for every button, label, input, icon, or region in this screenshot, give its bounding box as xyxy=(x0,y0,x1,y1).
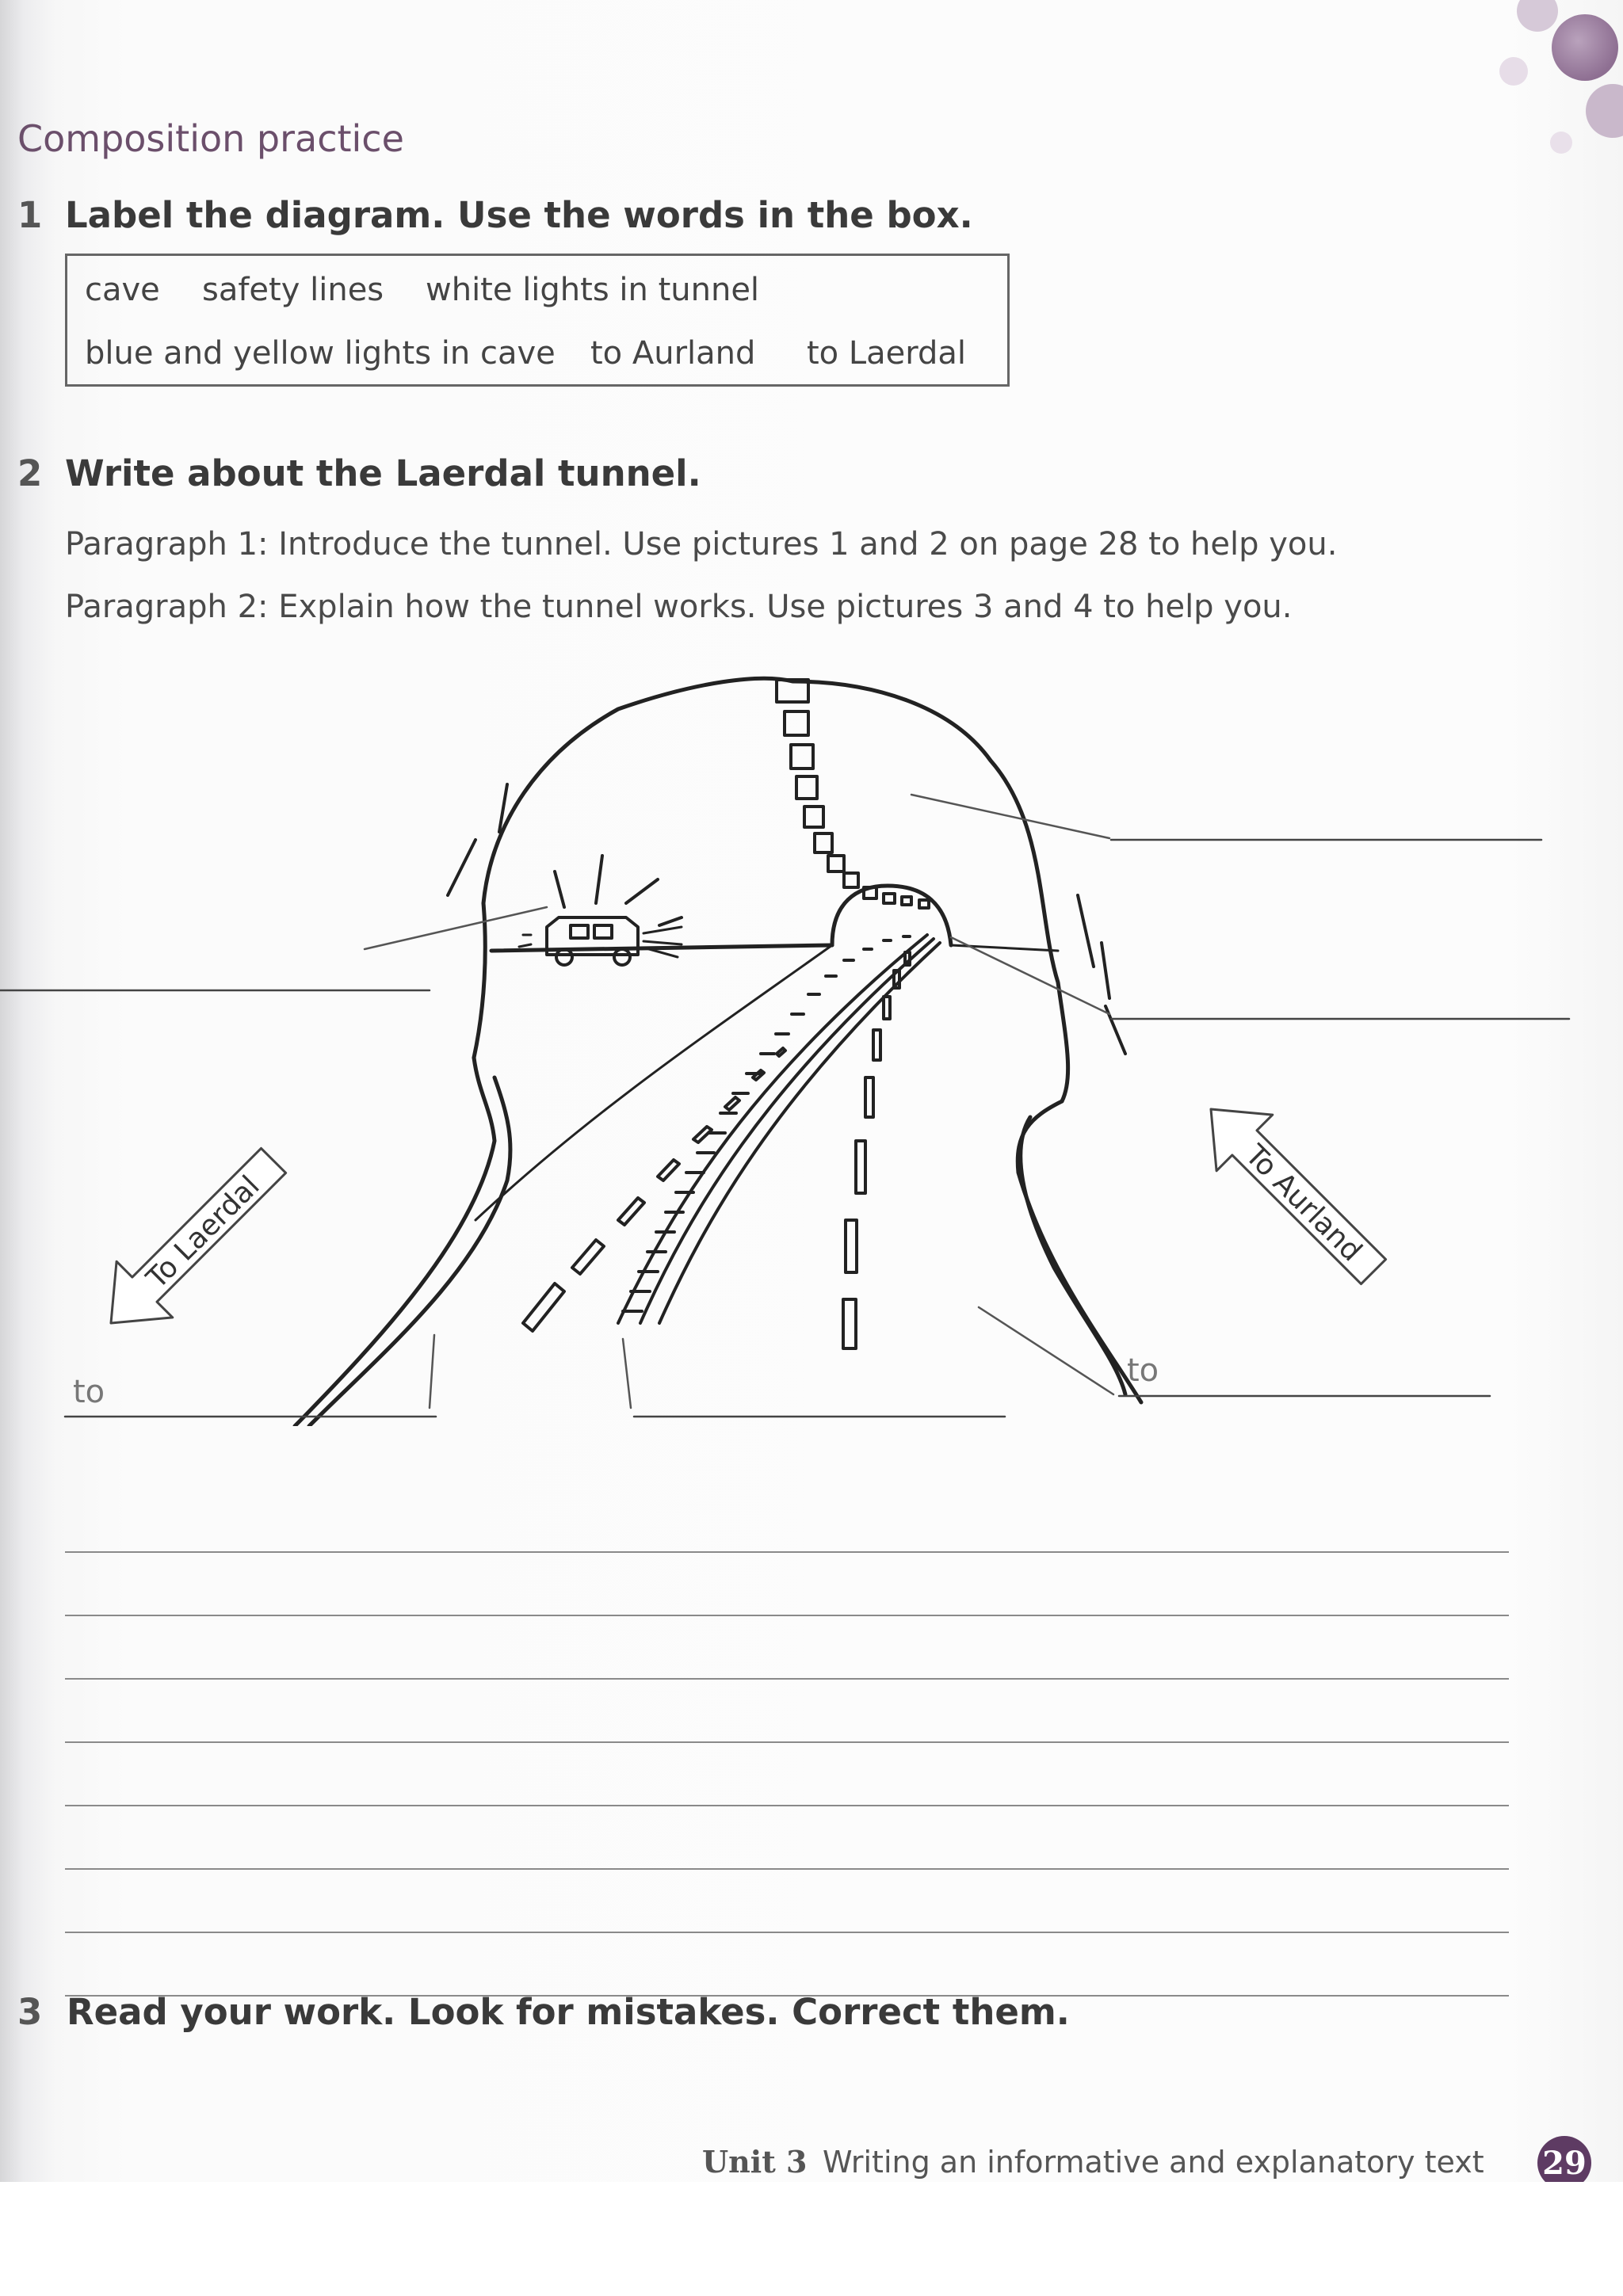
word-safety-lines: safety lines xyxy=(202,272,384,308)
question-3-instruction: Read your work. Look for mistakes. Correct them. xyxy=(67,1991,1070,2033)
safety-lines xyxy=(618,935,940,1323)
page-number-badge: 29 xyxy=(1537,2136,1591,2182)
sign-to-aurland xyxy=(1183,1081,1402,1300)
word-to-laerdal: to Laerdal xyxy=(807,335,967,372)
sign-to-laerdal-label: To Laerdal xyxy=(140,1169,266,1295)
footer-title: Writing an informative and explanatory text xyxy=(823,2145,1484,2180)
question-1-instruction: Label the diagram. Use the words in the box. xyxy=(65,194,973,236)
writing-line[interactable] xyxy=(65,1743,1509,1806)
blue-yellow-lights xyxy=(448,784,1125,1054)
label-prefix-right: to xyxy=(1127,1352,1159,1389)
question-2-instruction: Write about the Laerdal tunnel. xyxy=(65,452,701,494)
writing-line[interactable] xyxy=(65,1680,1509,1743)
sign-to-laerdal xyxy=(83,1133,302,1352)
writing-line[interactable] xyxy=(65,1806,1509,1870)
writing-line[interactable] xyxy=(65,1553,1509,1616)
writing-line[interactable] xyxy=(65,1616,1509,1680)
tunnel-diagram xyxy=(0,666,1623,1426)
horizon-line xyxy=(491,945,832,951)
road-left-dashes xyxy=(523,1048,785,1331)
cave-outline xyxy=(474,678,1068,1101)
car-icon xyxy=(519,917,682,965)
label-prefix-left: to xyxy=(73,1374,105,1410)
question-3-number: 3 xyxy=(17,1991,43,2033)
writing-line[interactable] xyxy=(65,1933,1509,1997)
question-1 xyxy=(17,194,42,236)
road-left-edge xyxy=(475,945,832,1220)
word-blue-yellow-lights: blue and yellow lights in cave xyxy=(85,335,556,372)
word-box xyxy=(65,254,1010,387)
corner-dots-decoration xyxy=(1426,0,1623,206)
sign-to-aurland-label: To Aurland xyxy=(1239,1138,1369,1268)
cave-left-wall-inner xyxy=(309,1077,510,1426)
paragraph-2-instruction: Paragraph 2: Explain how the tunnel works. Use pictures 3 and 4 to help you. xyxy=(65,589,1293,625)
section-heading: Composition practice xyxy=(17,117,404,160)
ceiling-lights xyxy=(777,680,929,908)
writing-area[interactable] xyxy=(65,1489,1509,1997)
paragraph-1-instruction: Paragraph 1: Introduce the tunnel. Use pictures 1 and 2 on page 28 to help you. xyxy=(65,526,1338,563)
cave-right-wall-outer xyxy=(1018,1101,1141,1402)
footer-unit-label: Unit 3 xyxy=(702,2144,808,2180)
question-1-number: 1 xyxy=(17,194,43,236)
word-to-aurland: to Aurland xyxy=(590,335,756,372)
cave-left-wall-outer xyxy=(295,1058,495,1426)
word-cave: cave xyxy=(85,272,160,308)
word-white-lights: white lights in tunnel xyxy=(426,272,760,308)
road-right-dashes xyxy=(843,952,910,1348)
writing-line[interactable] xyxy=(65,1489,1509,1553)
footer-unit xyxy=(702,2144,824,2180)
writing-line[interactable] xyxy=(65,1870,1509,1933)
question-2-number: 2 xyxy=(17,452,43,494)
answer-lines xyxy=(0,840,1569,1417)
